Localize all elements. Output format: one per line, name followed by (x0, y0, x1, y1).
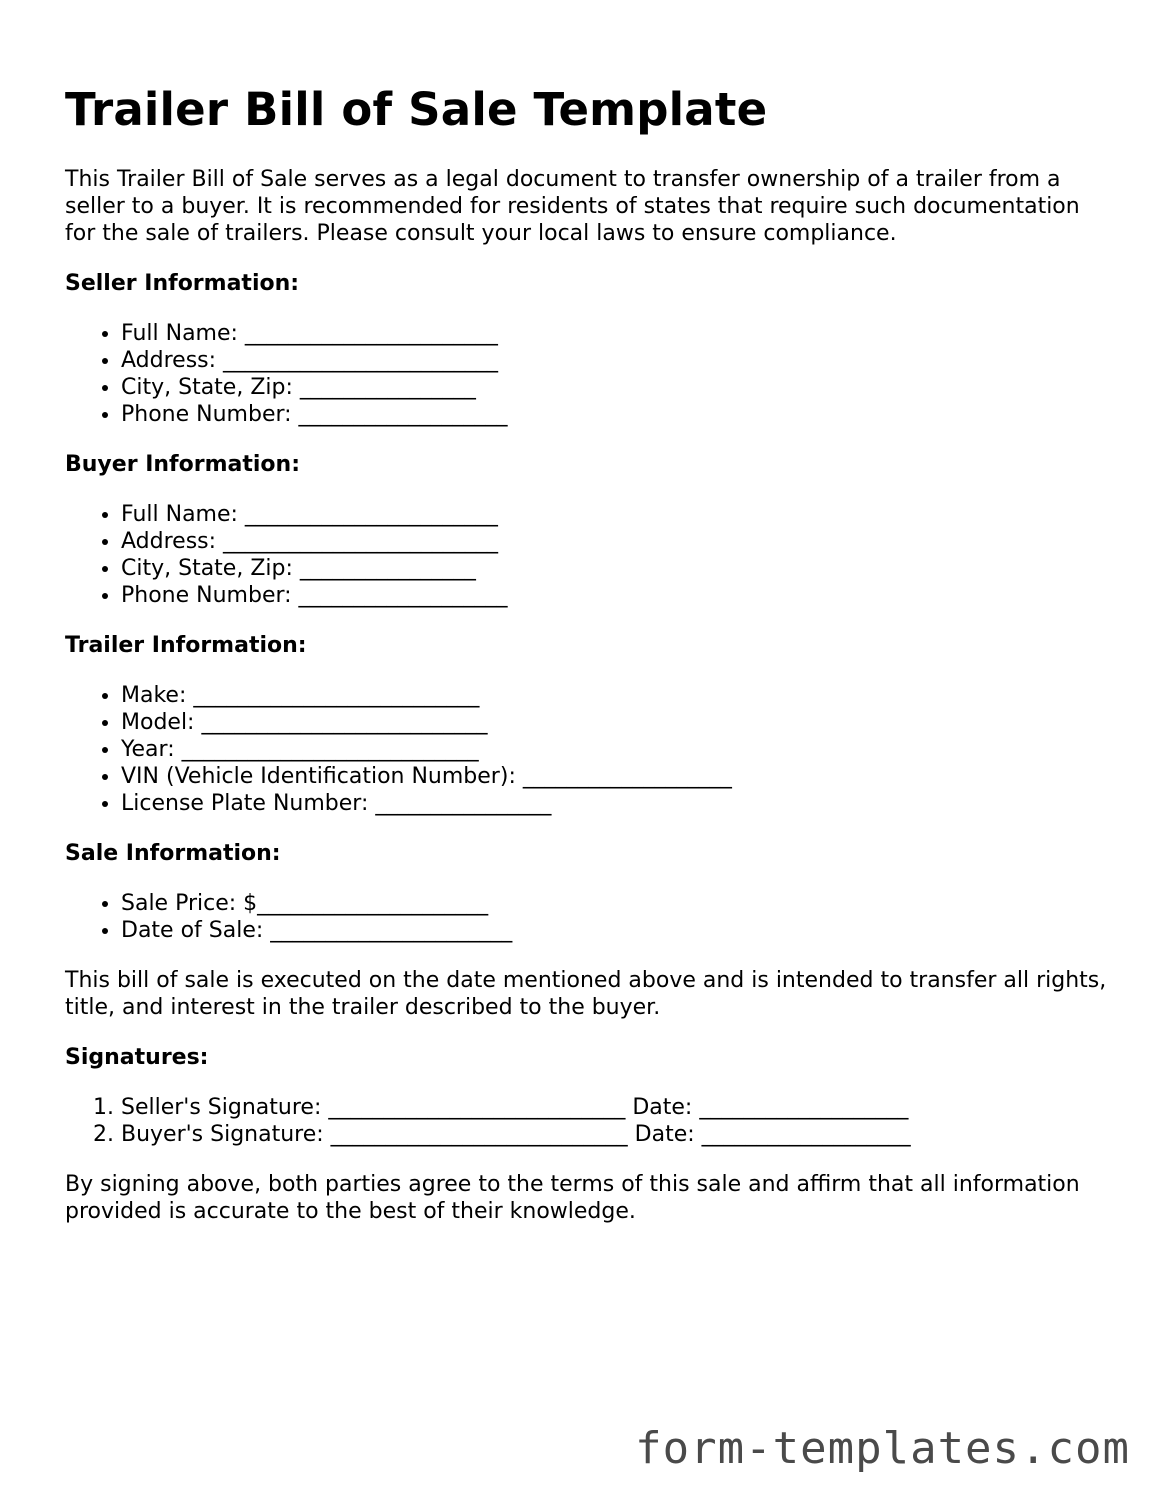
sale-price-field[interactable]: • Sale Price: $_____________________ (121, 890, 1115, 917)
trailer-list (65, 682, 1115, 817)
intro-paragraph: This Trailer Bill of Sale serves as a legal document to transfer ownership of a trailer from a seller to a buyer. It is recommended for residents of states that require such documentation for the sale of trailers. Please consult your local laws to ensure compliance. (65, 167, 1080, 246)
buyer-list (65, 501, 1115, 609)
page-title: Trailer Bill of Sale Template (65, 83, 768, 136)
buyer-full-name-field[interactable]: • Full Name: _______________________ (121, 501, 1115, 528)
signatures-heading: Signatures: (65, 1045, 209, 1070)
sale-list (65, 890, 1115, 944)
buyer-heading: Buyer Information: (65, 452, 300, 477)
seller-list (65, 320, 1115, 428)
seller-heading: Seller Information: (65, 271, 300, 296)
buyer-address-field[interactable]: • Address: _________________________ (121, 528, 1115, 555)
trailer-heading: Trailer Information: (65, 633, 307, 658)
closing-paragraph: By signing above, both parties agree to the terms of this sale and affirm that all information provided is accurate to the best of their knowledge. (65, 1172, 1080, 1224)
seller-signature-field[interactable]: 1. Seller's Signature: ___________________________ Date: ___________________ (121, 1094, 1115, 1121)
trailer-model-field[interactable]: • Model: __________________________ (121, 709, 1115, 736)
seller-phone-field[interactable]: • Phone Number: ___________________ (121, 401, 1115, 428)
sale-heading: Sale Information: (65, 841, 281, 866)
trailer-vin-field[interactable]: • VIN (Vehicle Identification Number): ___________________ (121, 763, 1115, 790)
watermark: form-templates.com (635, 1423, 1130, 1474)
trailer-make-field[interactable]: • Make: __________________________ (121, 682, 1115, 709)
execution-paragraph: This bill of sale is executed on the date mentioned above and is intended to transfer all rights, title, and interest in the trailer described to the buyer. (65, 968, 1107, 1020)
buyer-phone-field[interactable]: • Phone Number: ___________________ (121, 582, 1115, 609)
trailer-license-plate-field[interactable]: • License Plate Number: ________________ (121, 790, 1115, 817)
buyer-signature-field[interactable]: 2. Buyer's Signature: ___________________________ Date: ___________________ (121, 1121, 1115, 1148)
seller-city-state-zip-field[interactable]: • City, State, Zip: ________________ (121, 374, 1115, 401)
seller-full-name-field[interactable]: • Full Name: _______________________ (121, 320, 1115, 347)
sale-date-field[interactable]: • Date of Sale: ______________________ (121, 917, 1115, 944)
signatures-list (65, 1094, 1115, 1148)
document-page (65, 82, 1115, 1248)
buyer-city-state-zip-field[interactable]: • City, State, Zip: ________________ (121, 555, 1115, 582)
seller-address-field[interactable]: • Address: _________________________ (121, 347, 1115, 374)
trailer-year-field[interactable]: • Year: ___________________________ (121, 736, 1115, 763)
